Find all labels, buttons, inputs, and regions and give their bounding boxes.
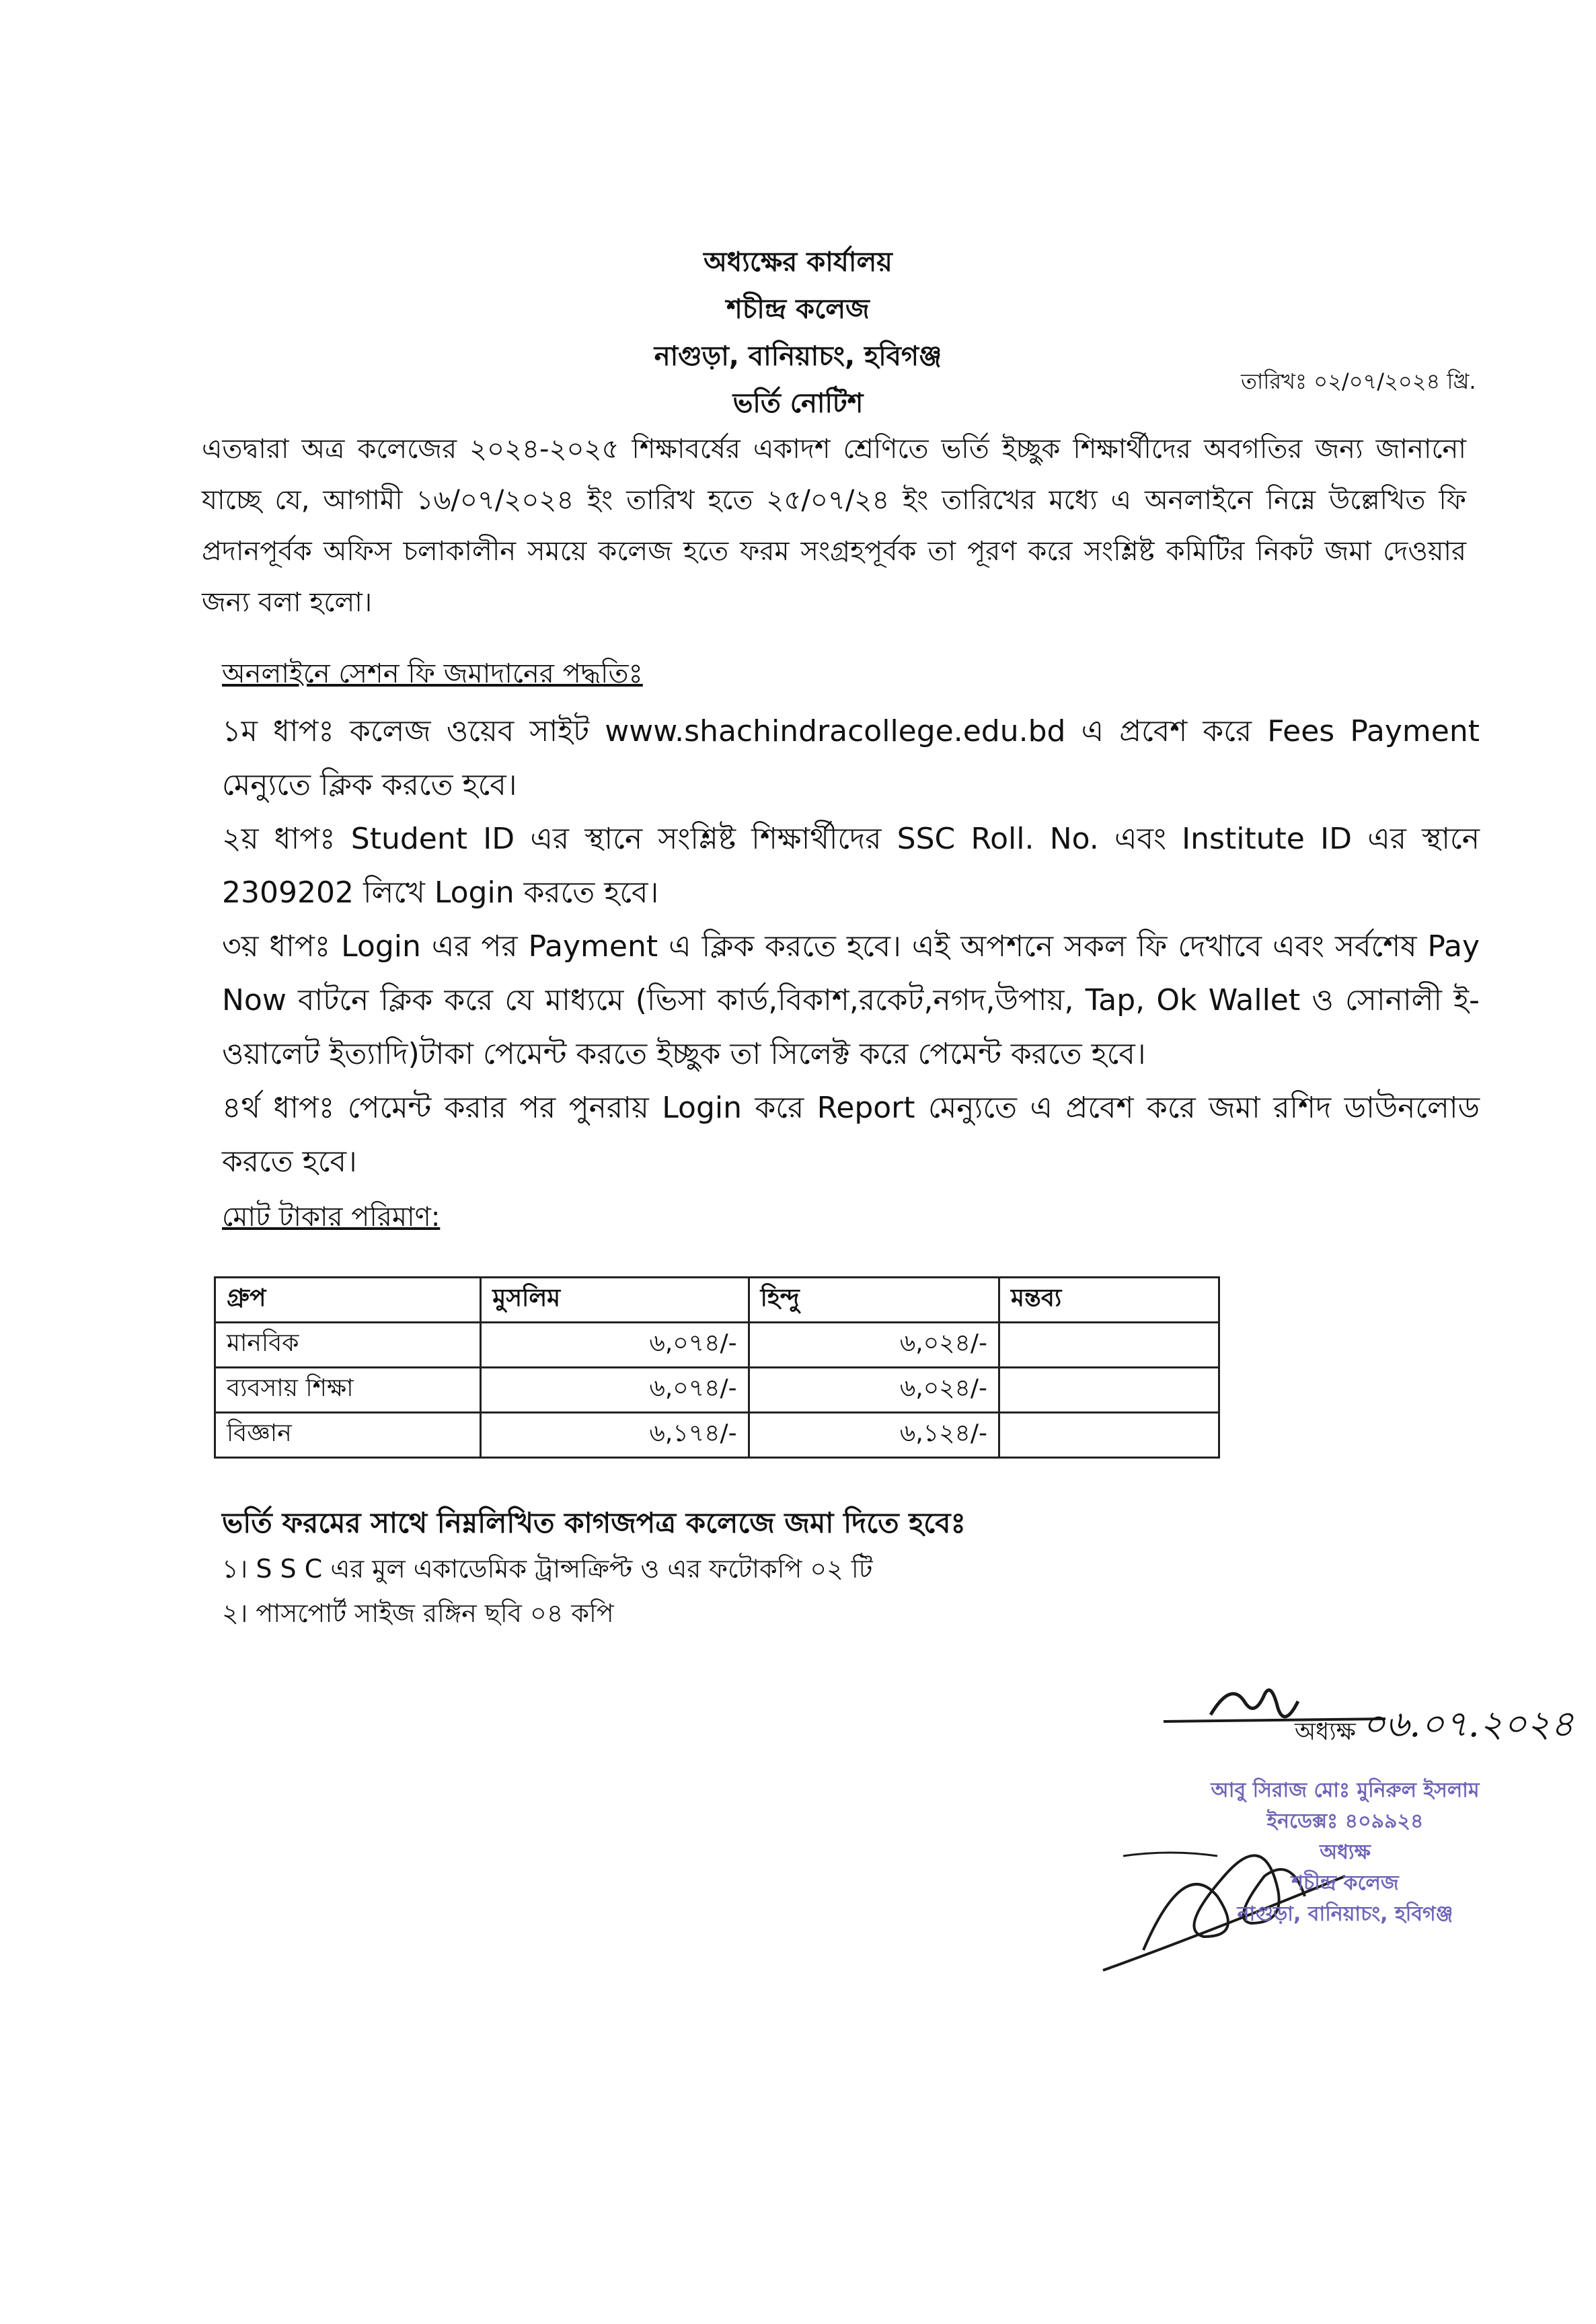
group-cell: মানবিক <box>215 1323 481 1368</box>
seal-name: আবু সিরাজ মোঃ মুনিরুল ইসলাম <box>1211 1779 1480 1802</box>
header-muslim: মুসলিম <box>481 1278 749 1323</box>
header-remark: মন্তব্য <box>999 1278 1219 1323</box>
principal-label: অধ্যক্ষ <box>1295 1718 1356 1746</box>
college-name: শচীন্দ্র কলেজ <box>726 294 870 325</box>
muslim-fee-cell: ৬,১৭৪/- <box>481 1413 749 1458</box>
seal-address: নাগুড়া, বানিয়াচং, হবিগঞ্জ <box>1237 1902 1453 1926</box>
header-hindu: হিন্দু <box>749 1278 999 1323</box>
office-heading: অধ্যক্ষের কার্যালয় <box>704 247 892 278</box>
document-item: ১। S S C এর মুল একাডেমিক ট্রান্সক্রিপ্ট ও এর ফটোকপি ০২ টি <box>222 1554 873 1584</box>
college-address: নাগুড়া, বানিয়াচং, হবিগঞ্জ <box>654 341 942 372</box>
seal-title: অধ্যক্ষ <box>1320 1841 1371 1864</box>
notice-date: তারিখঃ ০২/০৭/২০২৪ খ্রি. <box>1241 369 1476 394</box>
seal-index: ইনডেক্সঃ ৪০৯৯২৪ <box>1266 1810 1424 1833</box>
payment-step: ৩য় ধাপঃ Login এর পর Payment এ ক্লিক করতে হবে। এই অপশনে সকল ফি দেখাবে এবং সর্বশেষ Pay Now বাটনে ক্লিক করে যে মাধ্যমে (ভিসা কার্ড,বিকাশ,রকেট,নগদ,উপায়, Tap, Ok Wallet ও সোনালী ই-ওয়ালেট ইত্যাদি)টাকা পেমেন্ট করতে ইচ্ছুক তা সিলেক্ট করে পেমেন্ট করতে হবে। <box>222 929 1480 1071</box>
document-item: ২। পাসপোর্ট সাইজ রঙ্গিন ছবি ০৪ কপি <box>222 1598 614 1628</box>
hindu-fee-cell: ৬,০২৪/- <box>749 1368 999 1413</box>
intro-paragraph: এতদ্বারা অত্র কলেজের ২০২৪-২০২৫ শিক্ষাবর্ষের একাদশ শ্রেণিতে ভর্তি ইচ্ছুক শিক্ষার্থীদের অবগতির জন্য জানানো যাচ্ছে যে, আগামী ১৬/০৭/২০২৪ ইং তারিখ হতে ২৫/০৭/২৪ ইং তারিখের মধ্যে এ অনলাইনে নিম্নে উল্লেখিত ফি প্রদানপূর্বক অফিস চলাকালীন সময়ে কলেজ হতে ফরম সংগ্রহপূর্বক তা পূরণ করে সংশ্লিষ্ট কমিটির নিকট জমা দেওয়ার জন্য বলা হলো। <box>202 434 1466 618</box>
table-row <box>215 1368 1219 1413</box>
group-cell: বিজ্ঞান <box>215 1413 481 1458</box>
table-row <box>215 1323 1219 1368</box>
group-cell: ব্যবসায় শিক্ষা <box>215 1368 481 1413</box>
principal-seal <box>1164 1775 1527 1930</box>
payment-step: ২য় ধাপঃ Student ID এর স্থানে সংশ্লিষ্ট শিক্ষার্থীদের SSC Roll. No. এবং Institute ID এর স্থানে 2309202 লিখে Login করতে হবে। <box>222 822 1480 910</box>
notice-title: ভর্তি নোটিশ <box>732 388 864 419</box>
remark-cell <box>999 1368 1219 1413</box>
payment-step: ৪র্থ ধাপঃ পেমেন্ট করার পর পুনরায় Login করে Report মেন্যুতে এ প্রবেশ করে জমা রশিদ ডাউনলোড করতে হবে। <box>222 1091 1480 1179</box>
table-row <box>215 1413 1219 1458</box>
fees-table <box>214 1276 1220 1459</box>
documents-list <box>222 1547 872 1635</box>
header-group: গ্রুপ <box>215 1278 481 1323</box>
muslim-fee-cell: ৬,০৭৪/- <box>481 1368 749 1413</box>
payment-method-title: অনলাইনে সেশন ফি জমাদানের পদ্ধতিঃ <box>222 658 643 689</box>
total-amount-title: মোট টাকার পরিমাণ: <box>222 1202 441 1233</box>
remark-cell <box>999 1413 1219 1458</box>
documents-title: ভর্তি ফরমের সাথে নিম্নলিখিত কাগজপত্র কলেজে জমা দিতে হবেঃ <box>222 1506 966 1539</box>
muslim-fee-cell: ৬,০৭৪/- <box>481 1323 749 1368</box>
hindu-fee-cell: ৬,০২৪/- <box>749 1323 999 1368</box>
payment-step: ১ম ধাপঃ কলেজ ওয়েব সাইট www.shachindracollege.edu.bd এ প্রবেশ করে Fees Payment মেন্যুতে ক্লিক করতে হবে। <box>222 714 1480 802</box>
seal-college: শচীন্দ্র কলেজ <box>1291 1871 1399 1895</box>
payment-steps <box>222 705 1480 1189</box>
table-header-row <box>215 1278 1219 1323</box>
handwritten-date: ০৬.০৭.২০২৪ <box>1362 1703 1574 1745</box>
hindu-fee-cell: ৬,১২৪/- <box>749 1413 999 1458</box>
remark-cell <box>999 1323 1219 1368</box>
